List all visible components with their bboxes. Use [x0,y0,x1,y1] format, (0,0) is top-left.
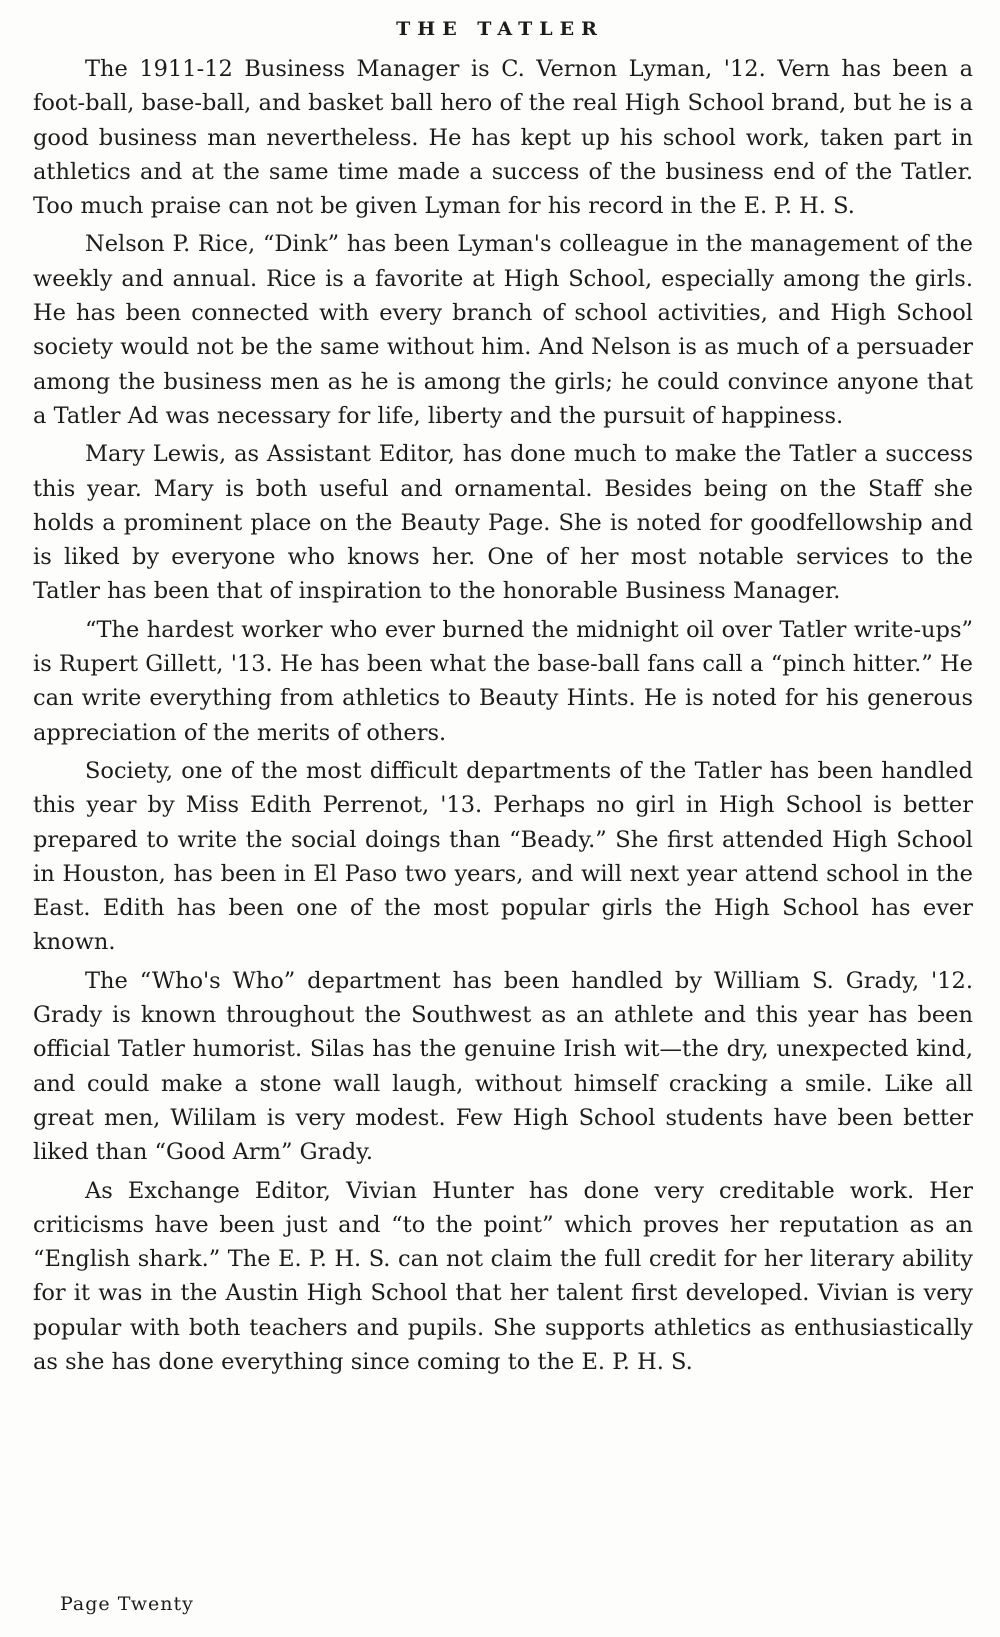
paragraph-vivian-hunter: As Exchange Editor, Vivian Hunter has done very creditable work. Her criticisms have been just and “to the point” which proves her reputation as an “English shark.” The E. P. H. S. can not claim the full credit for her literary ability for it was in the Austin High School that her talent first developed. Vivian is very popular with both teachers and pupils. She supports athletics as enthusiastically as she has done everything since coming to the E. P. H. S. [33,1177,973,1375]
paragraph-nelson-rice: Nelson P. Rice, “Dink” has been Lyman's colleague in the management of the weekly and annual. Rice is a favorite at High School, especially among the girls. He has been connected with every branch of school activities, and High School society would not be the same without him. And Nelson is as much of a persuader among the business men as he is among the girls; he could convince anyone that a Tatler Ad was necessary for life, liberty and the pursuit of happiness. [33,231,973,429]
paragraph-william-grady: The “Who's Who” department has been handled by William S. Grady, '12. Grady is known throughout the Southwest as an athlete and this year has been official Tatler humorist. Silas has the genuine Irish wit—the dry, unexpected kind, and could make a stone wall laugh, without himself cracking a smile. Like all great men, Wililam is very modest. Few High School students have been better liked than “Good Arm” Grady. [33,967,973,1166]
page-number: Page Twenty [60,1593,194,1615]
paragraph-mary-lewis: Mary Lewis, as Assistant Editor, has done much to make the Tatler a success this year. Mary is both useful and ornamental. Besides being on the Staff she holds a prominent place on the Beauty Page. She is noted for goodfellowship and is liked by everyone who knows her. One of her most notable services to the Tatler has been that of inspiration to the honorable Business Manager. [33,441,973,605]
paragraph-rupert-gillett: “The hardest worker who ever burned the midnight oil over Tatler write-ups” is Rupert Gillett, '13. He has been what the base-ball fans call a “pinch hitter.” He can write everything from athletics to Beauty Hints. He is noted for his generous appreciation of the merits of others. [33,616,973,746]
article-body [33,52,973,1383]
paragraph-business-manager: The 1911-12 Business Manager is C. Vernon Lyman, '12. Vern has been a foot-ball, base-ball, and basket ball hero of the real High School brand, but he is a good business man nevertheless. He has kept up his school work, taken part in athletics and at the same time made a success of the business end of the Tatler. Too much praise can not be given Lyman for his record in the E. P. H. S. [33,56,973,220]
running-header: THE TATLER [396,18,604,40]
paragraph-edith-perrenot: Society, one of the most difficult departments of the Tatler has been handled this year by Miss Edith Perrenot, '13. Perhaps no girl in High School is better prepared to write the social doings than “Beady.” She first attended High School in Houston, has been in El Paso two years, and will next year attend school in the East. Edith has been one of the most popular girls the High School has ever known. [33,757,973,956]
